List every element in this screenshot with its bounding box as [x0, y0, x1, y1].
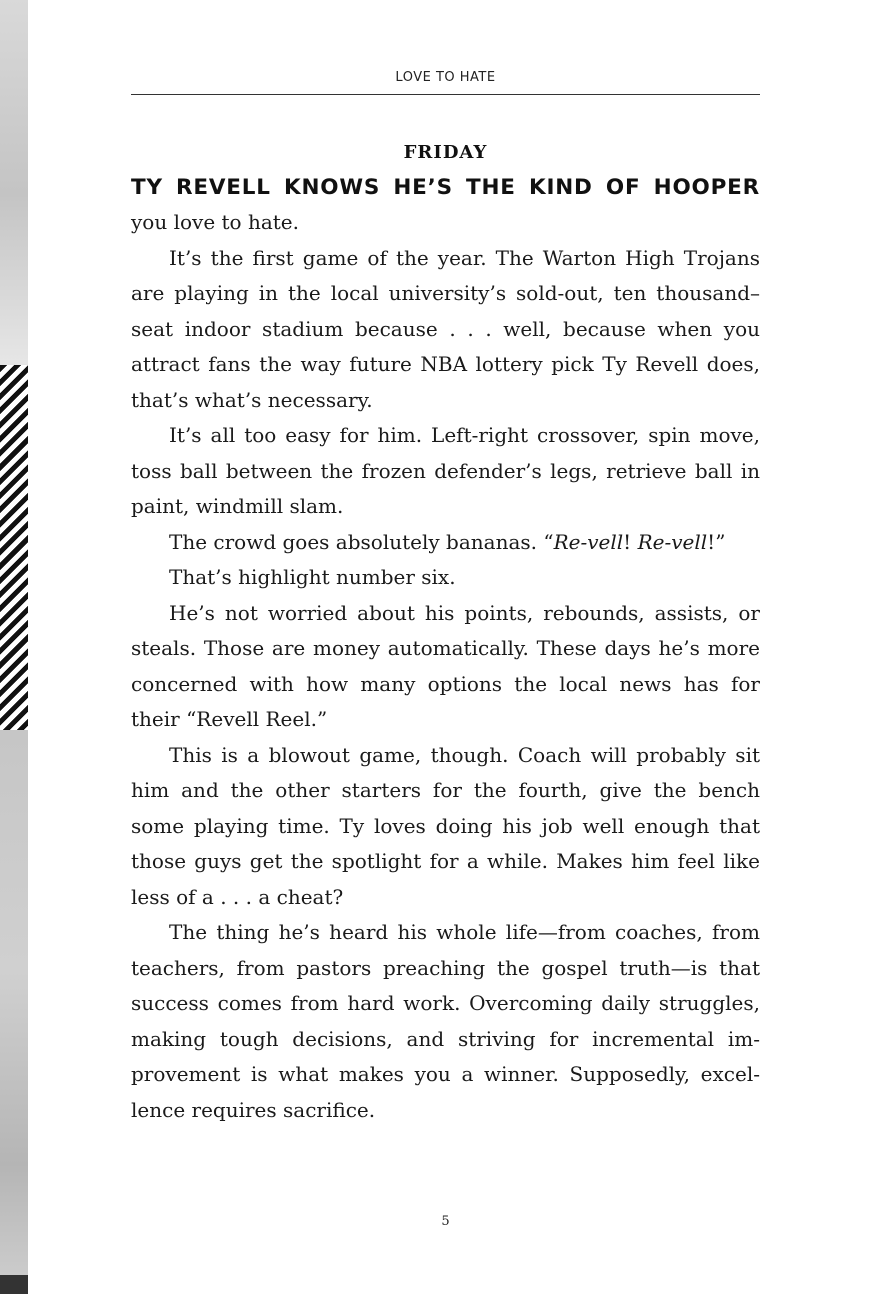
chant-italic: Re-vell [553, 529, 624, 554]
lead-in-caps: TY REVELL KNOWS HE’S THE KIND OF HOOPER [131, 175, 760, 200]
paragraph: The thing he’s heard his whole life—from coaches, from teachers, from pastors preaching the gospel truth—is that success comes from hard work. Overcoming daily struggles, making tough decisions, and striving for incremental improvement is what makes you a winner. Supposedly, excellence requires sacrifice. [131, 920, 760, 1122]
running-head: LOVE TO HATE [395, 70, 496, 85]
dark-edge [0, 1275, 28, 1294]
opening-paragraph [131, 170, 760, 241]
paragraph: It’s the first game of the year. The Warton High Trojans are playing in the local university’s sold-out, ten thousand–seat indoor stadium because . . . well, because when you attract fans the way future NBA lottery pick Ty Revell does, that’s what’s necessary. [131, 245, 760, 412]
crowd-text: The crowd goes absolutely bananas. “ [169, 529, 554, 554]
lead-in-rest: you love to hate. [131, 210, 299, 234]
chant-close: !” [707, 529, 726, 554]
paragraph: This is a blowout game, though. Coach will probably sit him and the other starters for the fourth, give the bench some playing time. Ty loves doing his job well enough that those guys get the spotlight for a while. Makes him feel like less of a . . . a cheat? [131, 742, 760, 909]
cover-edge-strip [0, 0, 28, 1294]
page-number: 5 [441, 1214, 450, 1229]
chant-italic: Re-vell [637, 529, 708, 554]
paragraph: He’s not worried about his points, rebounds, assists, or steals. Those are money automatically. These days he’s more concerned with how many options the local news has for their “Revell Reel.” [131, 600, 760, 731]
striped-pattern [0, 365, 28, 730]
header-rule [131, 94, 760, 95]
paragraph: That’s highlight number six. [169, 565, 456, 589]
crowd-paragraph [131, 525, 760, 561]
chapter-title: FRIDAY [403, 142, 488, 163]
paragraph: It’s all too easy for him. Left-right crossover, spin move, toss ball between the frozen defender’s legs, retrieve ball in paint, windmill slam. [131, 423, 760, 518]
chant-separator: ! [623, 529, 638, 554]
body-text [131, 170, 760, 1128]
